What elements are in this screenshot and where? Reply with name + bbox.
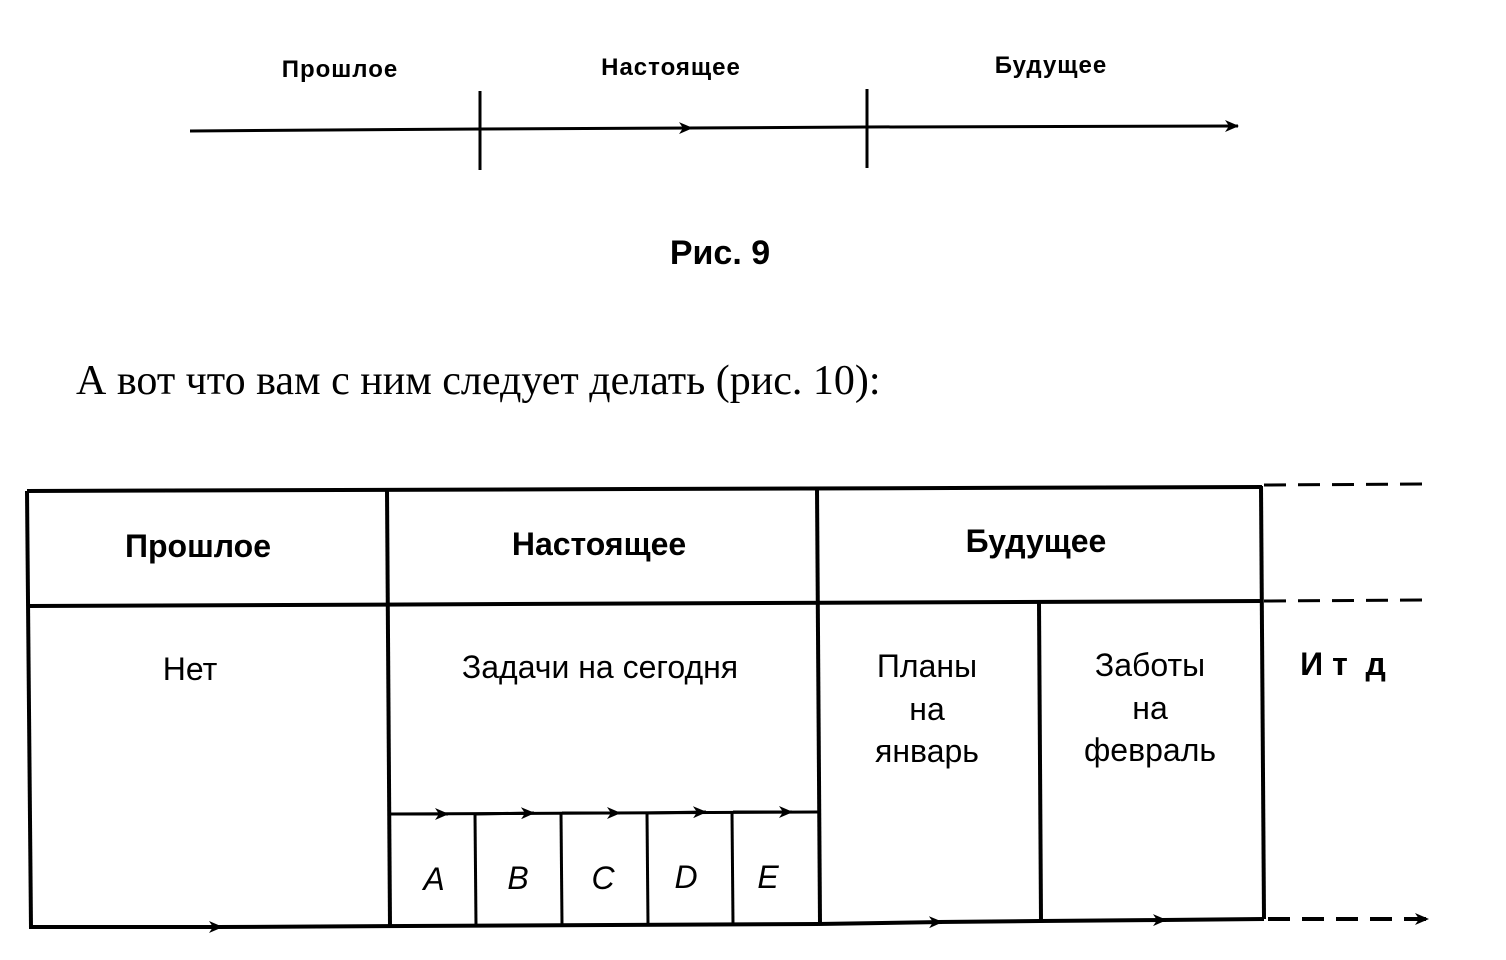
task-label-b: B bbox=[507, 860, 529, 896]
header-present: Настоящее bbox=[511, 526, 687, 562]
cell-future-plans-line3: январь bbox=[875, 733, 979, 769]
task-divider-1 bbox=[475, 814, 476, 926]
column-divider-future-split bbox=[1039, 603, 1041, 921]
task-divider-4 bbox=[732, 812, 733, 924]
timeline-axis-past bbox=[190, 129, 480, 131]
cell-future-worries-line2: на bbox=[1132, 690, 1168, 726]
timeline-axis-present bbox=[688, 127, 866, 128]
cell-future-plans-line2: на bbox=[909, 691, 945, 727]
task-label-d: D bbox=[674, 859, 698, 895]
timeline-label-past: Прошлое bbox=[281, 56, 399, 83]
task-arrow-d bbox=[648, 812, 706, 813]
cell-future-plans-line1: Планы bbox=[876, 648, 978, 684]
table-bottom-arrow-2 bbox=[818, 922, 942, 924]
task-divider-2 bbox=[561, 813, 562, 925]
schedule-table bbox=[27, 484, 1428, 929]
task-label-a: A bbox=[423, 861, 445, 897]
dashed-top-extension bbox=[1264, 484, 1428, 485]
table-bottom-border-1 bbox=[218, 924, 818, 927]
column-divider-future-etc bbox=[1261, 486, 1264, 919]
cell-etc: И т д bbox=[1300, 646, 1386, 682]
table-bottom-border-2 bbox=[938, 921, 1040, 922]
table-bottom-border-3 bbox=[1162, 919, 1264, 920]
column-divider-past-present bbox=[387, 490, 390, 927]
body-paragraph: А вот что вам с ним следует делать (рис. 10): bbox=[76, 358, 881, 404]
timeline-label-future: Будущее bbox=[994, 52, 1108, 79]
cell-future-worries-line1: Заботы bbox=[1094, 647, 1206, 683]
table-bottom-arrow-3 bbox=[1040, 920, 1166, 921]
task-arrow-b bbox=[476, 813, 534, 814]
task-label-c: C bbox=[591, 860, 615, 896]
dashed-middle-extension bbox=[1264, 600, 1428, 601]
cell-past-none: Нет bbox=[162, 651, 218, 687]
timeline-label-present: Настоящее bbox=[601, 54, 741, 81]
timeline-arrow-present bbox=[480, 128, 692, 129]
task-label-e: E bbox=[757, 859, 779, 895]
table-header-separator bbox=[29, 601, 1262, 606]
column-divider-present-future bbox=[817, 488, 820, 924]
task-divider-3 bbox=[647, 813, 648, 925]
timeline-diagram bbox=[190, 52, 1238, 272]
table-top-border bbox=[27, 487, 1262, 491]
cell-future-worries-line3: февраль bbox=[1083, 732, 1217, 768]
cell-present-tasks: Задачи на сегодня bbox=[461, 649, 739, 685]
timeline-arrow-future bbox=[866, 126, 1238, 127]
table-left-border bbox=[27, 491, 31, 929]
header-past: Прошлое bbox=[124, 528, 272, 564]
figure-caption: Рис. 9 bbox=[669, 234, 771, 272]
header-future: Будущее bbox=[965, 523, 1107, 559]
